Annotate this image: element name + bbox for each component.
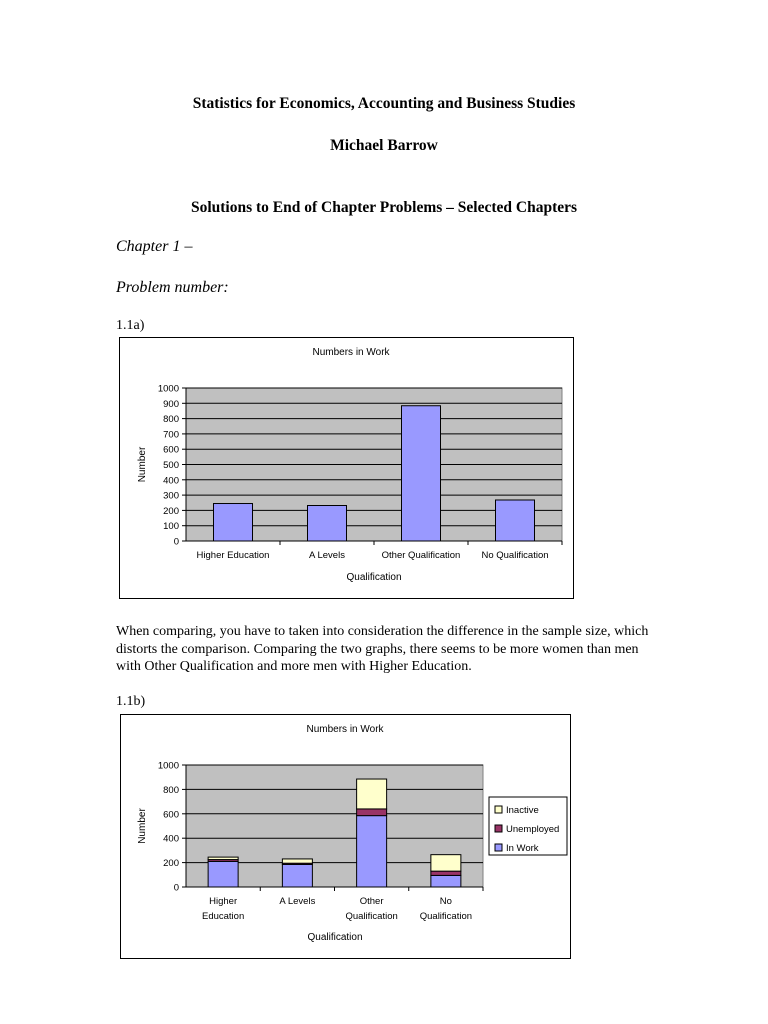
x-tick-label: A Levels (279, 896, 316, 907)
bar (402, 406, 441, 541)
body-paragraph: When comparing, you have to taken into consideration the difference in the sample size, which distorts the comparison. Comparing the two graphs, there seems to be more women than men with Other Qualification and more men with Higher Education. (116, 624, 649, 674)
y-tick-label: 800 (163, 414, 179, 426)
x-axis-label: Qualification (307, 932, 363, 943)
bar (496, 500, 535, 541)
legend-label: Inactive (506, 805, 539, 816)
x-tick-label: No Qualification (481, 550, 549, 561)
y-tick-label: 400 (163, 833, 179, 845)
chart-2-stacked-numbers-in-work (121, 715, 570, 958)
legend-label: Unemployed (506, 824, 560, 835)
chart-2-frame (120, 714, 571, 959)
document-author: Michael Barrow (330, 137, 438, 154)
chart-title: Numbers in Work (312, 347, 390, 358)
x-axis-label: Qualification (346, 572, 402, 583)
y-tick-label: 0 (173, 536, 179, 548)
bar-segment (357, 779, 387, 809)
legend-swatch (495, 825, 502, 832)
legend-label: In Work (506, 843, 539, 854)
bar-segment (431, 871, 461, 875)
section-label-a: 1.1a) (116, 318, 145, 333)
problem-label: Problem number: (116, 279, 229, 296)
y-tick-label: 500 (163, 460, 179, 471)
x-tick-label: Higher (209, 896, 238, 907)
x-tick-label: Other Qualification (381, 550, 461, 561)
y-tick-label: 700 (163, 429, 179, 441)
y-tick-label: 200 (163, 505, 179, 517)
bar-segment (208, 861, 238, 887)
x-tick-label: Qualification (419, 911, 473, 922)
legend-swatch (495, 806, 502, 813)
y-tick-label: 1000 (157, 760, 179, 772)
chart-1-numbers-in-work (120, 338, 573, 598)
chart-title: Numbers in Work (306, 724, 384, 735)
chapter-heading: Chapter 1 – (116, 238, 193, 255)
y-tick-label: 300 (163, 490, 179, 502)
y-tick-label: 900 (163, 398, 179, 410)
bar-segment (431, 855, 461, 871)
x-tick-label: No (439, 896, 452, 907)
document-subtitle: Solutions to End of Chapter Problems – Selected Chapters (190, 199, 578, 216)
section-label-b: 1.1b) (116, 694, 146, 709)
y-tick-label: 200 (163, 858, 179, 870)
document-title: Statistics for Economics, Accounting and Business Studies (192, 95, 576, 112)
bar-segment (208, 857, 238, 859)
bar-segment (357, 809, 387, 816)
bar (214, 504, 253, 541)
y-tick-label: 800 (163, 784, 179, 796)
bar-segment (282, 864, 312, 887)
x-tick-label: Qualification (345, 911, 398, 922)
x-tick-label: A Levels (309, 550, 345, 561)
y-tick-label: 400 (163, 475, 179, 487)
y-tick-label: 1000 (157, 383, 179, 395)
y-tick-label: 600 (163, 809, 179, 821)
chart-1-frame (119, 337, 574, 599)
legend-swatch (495, 844, 502, 851)
bar-segment (282, 859, 312, 863)
x-tick-label: Education (201, 911, 245, 922)
y-tick-label: 600 (163, 444, 179, 456)
x-tick-label: Other (359, 896, 384, 907)
x-tick-label: Higher Education (196, 550, 270, 561)
y-tick-label: 100 (163, 521, 179, 533)
y-axis-label: Number (137, 808, 148, 844)
y-axis-label: Number (137, 446, 148, 483)
bar-segment (431, 875, 461, 887)
bar (308, 506, 347, 541)
y-tick-label: 0 (173, 882, 179, 894)
bar-segment (357, 816, 387, 887)
